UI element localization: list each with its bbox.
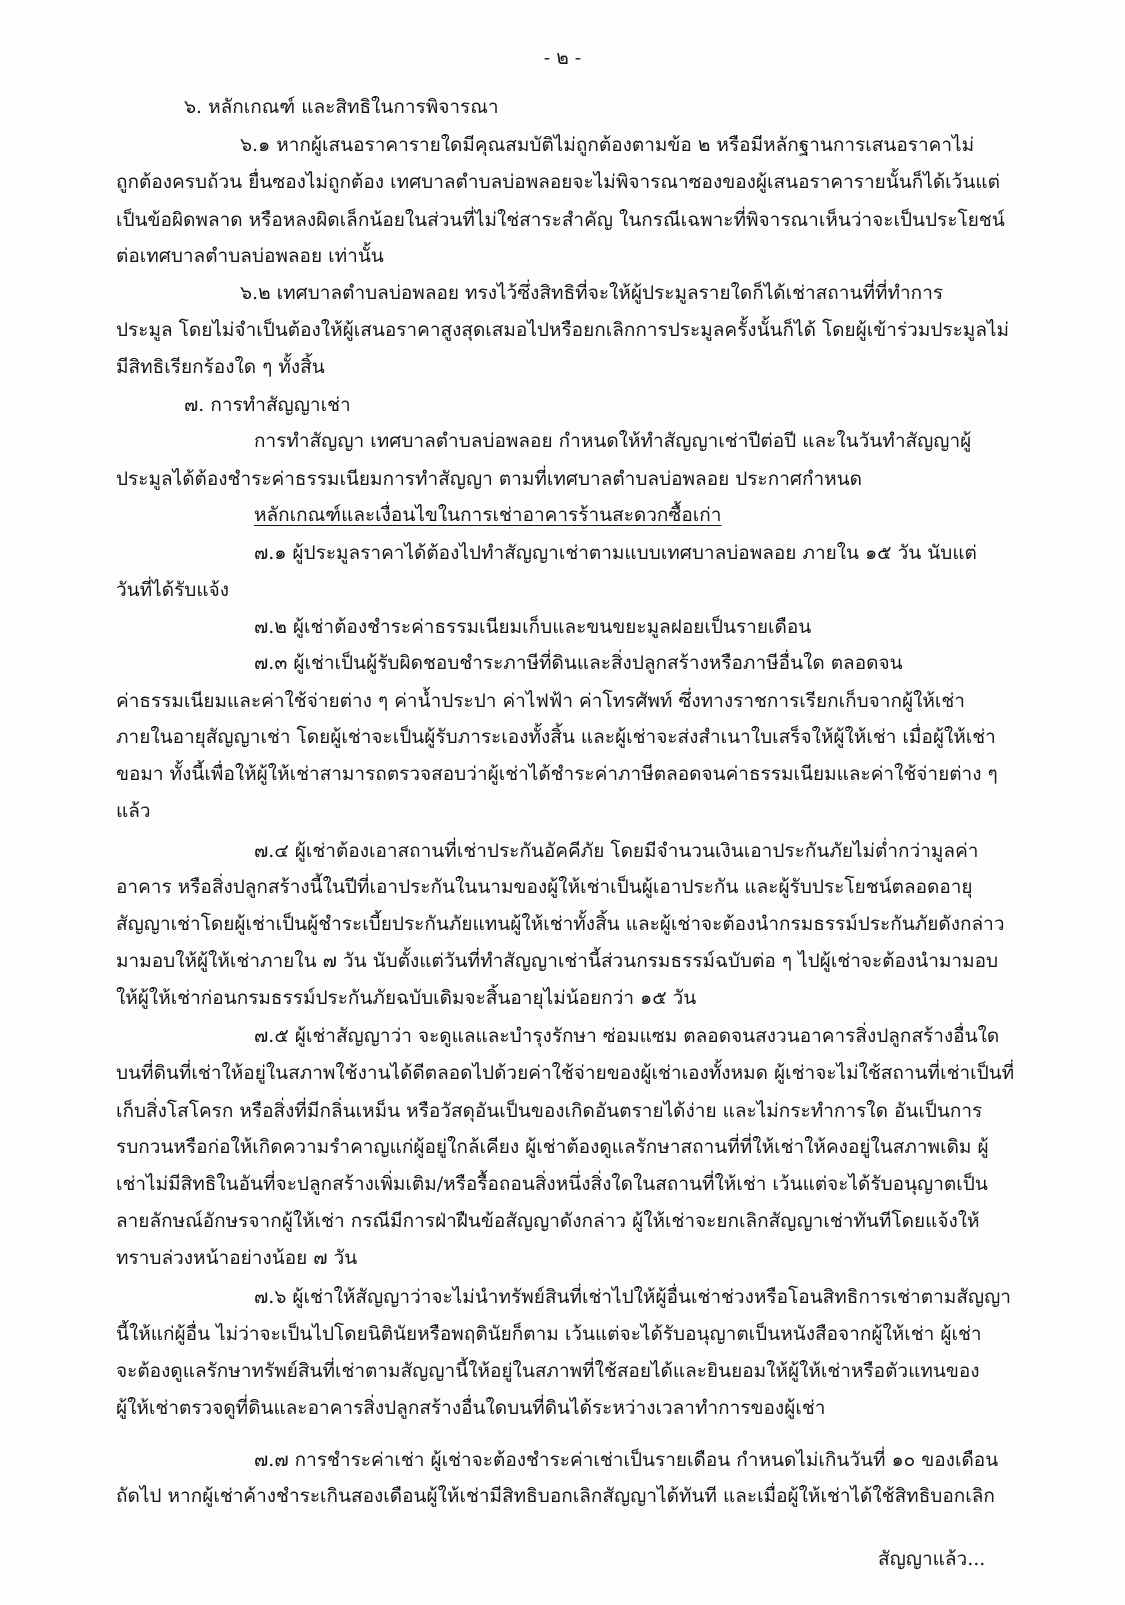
subheading-underlined: หลักเกณฑ์และเงื่อนไขในการเช่าอาคารร้านสะดวกซื้อเก่า [254,504,722,526]
paragraph-line: การทำสัญญา เทศบาลตำบลบ่อพลอย กำหนดให้ทำสัญญาเช่าปีต่อปี และในวันทำสัญญาผู้ [254,430,972,452]
section-7-heading: ๗. การทำสัญญาเช่า [184,394,351,416]
paragraph-line: นี้ให้แก่ผู้อื่น ไม่ว่าจะเป็นไปโดยนิตินัยหรือพฤตินัยก็ตาม เว้นแต่จะได้รับอนุญาตเป็นหนังสือจากผู้ให้เช่า ผู้เช่า [116,1323,982,1345]
paragraph-line: อาคาร หรือสิ่งปลูกสร้างนี้ในปีที่เอาประกันในนามของผู้ให้เช่าเป็นผู้เอาประกัน และผู้รับประโยชน์ตลอดอายุ [116,876,973,898]
paragraph-line: ๖.๒ เทศบาลตำบลบ่อพลอย ทรงไว้ซึ่งสิทธิที่จะให้ผู้ประมูลรายใดก็ได้เช่าสถานที่ที่ทำการ [240,282,944,304]
paragraph-line: ผู้ให้เช่าตรวจดูที่ดินและอาคารสิ่งปลูกสร้างอื่นใดบนที่ดินได้ระหว่างเวลาทำการของผู้เช่า [116,1397,826,1419]
paragraph-line: ๗.๓ ผู้เช่าเป็นผู้รับผิดชอบชำระภาษีที่ดินและสิ่งปลูกสร้างหรือภาษีอื่นใด ตลอดจน [254,652,903,674]
paragraph-line: เป็นข้อผิดพลาด หรือหลงผิดเล็กน้อยในส่วนที่ไม่ใช่สาระสำคัญ ในกรณีเฉพาะที่พิจารณาเห็นว่าจะเป็นประโยชน์ [116,209,1005,231]
paragraph-line: ๗.๗ การชำระค่าเช่า ผู้เช่าจะต้องชำระค่าเช่าเป็นรายเดือน กำหนดไม่เกินวันที่ ๑๐ ของเดือน [254,1449,999,1471]
paragraph-line: ๗.๕ ผู้เช่าสัญญาว่า จะดูแลและบำรุงรักษา ซ่อมแซม ตลอดจนสงวนอาคารสิ่งปลูกสร้างอื่นใด [254,1025,1000,1047]
paragraph-line: ๗.๔ ผู้เช่าต้องเอาสถานที่เช่าประกันอัคคีภัย โดยมีจำนวนเงินเอาประกันภัยไม่ต่ำกว่ามูลค่า [254,840,979,862]
paragraph-line: ๗.๑ ผู้ประมูลราคาได้ต้องไปทำสัญญาเช่าตามแบบเทศบาลบ่อพลอย ภายใน ๑๕ วัน นับแต่ [254,542,977,564]
paragraph-line: ขอมา ทั้งนี้เพื่อให้ผู้ให้เช่าสามารถตรวจสอบว่าผู้เช่าได้ชำระค่าภาษีตลอดจนค่าธรรมเนียมและค่าใช้จ่ายต่าง ๆ [116,763,998,785]
continuation-text: สัญญาแล้ว... [878,1548,986,1570]
paragraph-line: วันที่ได้รับแจ้ง [116,579,229,601]
paragraph-line: มามอบให้ผู้ให้เช่าภายใน ๗ วัน นับตั้งแต่วันที่ทำสัญญาเช่านี้ส่วนกรมธรรม์ฉบับต่อ ๆ ไปผู้เช่าจะต้องนำมามอบ [116,950,999,972]
paragraph-line: จะต้องดูแลรักษาทรัพย์สินที่เช่าตามสัญญานี้ให้อยู่ในสภาพที่ใช้สอยได้และยินยอมให้ผู้ให้เช่าหรือตัวแทนของ [116,1360,980,1382]
paragraph-line: ทราบล่วงหน้าอย่างน้อย ๗ วัน [116,1247,358,1269]
paragraph-line: รบกวนหรือก่อให้เกิดความรำคาญแก่ผู้อยู่ใกล้เคียง ผู้เช่าต้องดูแลรักษาสถานที่ที่ให้เช่าให้คงอยู่ในสภาพเดิม ผู้ [116,1136,989,1158]
paragraph-line: ถูกต้องครบถ้วน ยื่นซองไม่ถูกต้อง เทศบาลตำบลบ่อพลอยจะไม่พิจารณาซองของผู้เสนอราคารายนั้นก็ได้เว้นแต่ [116,171,1000,193]
paragraph-line: แล้ว [116,800,151,822]
paragraph-line: ภายในอายุสัญญาเช่า โดยผู้เช่าจะเป็นผู้รับภาระเองทั้งสิ้น และผู้เช่าจะส่งสำเนาใบเสร็จให้ผู้ให้เช่า เมื่อผู้ให้เช่า [116,726,996,748]
paragraph-line: ต่อเทศบาลตำบลบ่อพลอย เท่านั้น [116,245,384,267]
page-number: - ๒ - [543,47,582,69]
paragraph-line: ให้ผู้ให้เช่าก่อนกรมธรรม์ประกันภัยฉบับเดิมจะสิ้นอายุไม่น้อยกว่า ๑๕ วัน [116,987,697,1009]
paragraph-line: ถัดไป หากผู้เช่าค้างชำระเกินสองเดือนผู้ให้เช่ามีสิทธิบอกเลิกสัญญาได้ทันที และเมื่อผู้ให้เช่าได้ใช้สิทธิบอกเลิก [116,1485,995,1507]
paragraph-line: เช่าไม่มีสิทธิในอันที่จะปลูกสร้างเพิ่มเติม/หรือรื้อถอนสิ่งหนึ่งสิ่งใดในสถานที่ให้เช่า เว้นแต่จะได้รับอนุญาตเป็น [116,1173,988,1195]
paragraph-line: ๗.๒ ผู้เช่าต้องชำระค่าธรรมเนียมเก็บและขนขยะมูลฝอยเป็นรายเดือน [254,616,812,638]
paragraph-line: ประมูลได้ต้องชำระค่าธรรมเนียมการทำสัญญา ตามที่เทศบาลตำบลบ่อพลอย ประกาศกำหนด [116,468,863,490]
section-6-heading: ๖. หลักเกณฑ์ และสิทธิในการพิจารณา [184,96,499,118]
paragraph-line: เก็บสิ่งโสโครก หรือสิ่งที่มีกลิ่นเหม็น หรือวัสดุอันเป็นของเกิดอันตรายได้ง่าย และไม่กระทำการใด อันเป็นการ [116,1100,983,1122]
paragraph-line: ค่าธรรมเนียมและค่าใช้จ่ายต่าง ๆ ค่าน้ำประปา ค่าไฟฟ้า ค่าโทรศัพท์ ซึ่งทางราชการเรียกเก็บจากผู้ให้เช่า [116,690,965,712]
paragraph-line: บนที่ดินที่เช่าให้อยู่ในสภาพใช้งานได้ดีตลอดไปด้วยค่าใช้จ่ายของผู้เช่าเองทั้งหมด ผู้เช่าจะไม่ใช้สถานที่เช่าเป็นที่ [116,1062,1015,1084]
paragraph-line: ๖.๑ หากผู้เสนอราคารายใดมีคุณสมบัติไม่ถูกต้องตามข้อ ๒ หรือมีหลักฐานการเสนอราคาไม่ [240,134,975,156]
paragraph-line: สัญญาเช่าโดยผู้เช่าเป็นผู้ชำระเบี้ยประกันภัยแทนผู้ให้เช่าทั้งสิ้น และผู้เช่าจะต้องนำกรมธรรม์ประกันภัยดังกล่าว [116,913,1005,935]
paragraph-line: ๗.๖ ผู้เช่าให้สัญญาว่าจะไม่นำทรัพย์สินที่เช่าไปให้ผู้อื่นเช่าช่วงหรือโอนสิทธิการเช่าตามสัญญา [254,1286,1011,1308]
paragraph-line: ประมูล โดยไม่จำเป็นต้องให้ผู้เสนอราคาสูงสุดเสมอไปหรือยกเลิกการประมูลครั้งนั้นก็ได้ โดยผู้เข้าร่วมประมูลไม่ [116,319,1010,341]
paragraph-line: มีสิทธิเรียกร้องใด ๆ ทั้งสิ้น [116,356,325,378]
paragraph-line: ลายลักษณ์อักษรจากผู้ให้เช่า กรณีมีการฝ่าฝืนข้อสัญญาดังกล่าว ผู้ให้เช่าจะยกเลิกสัญญาเช่าทันทีโดยแจ้งให้ [116,1210,980,1232]
